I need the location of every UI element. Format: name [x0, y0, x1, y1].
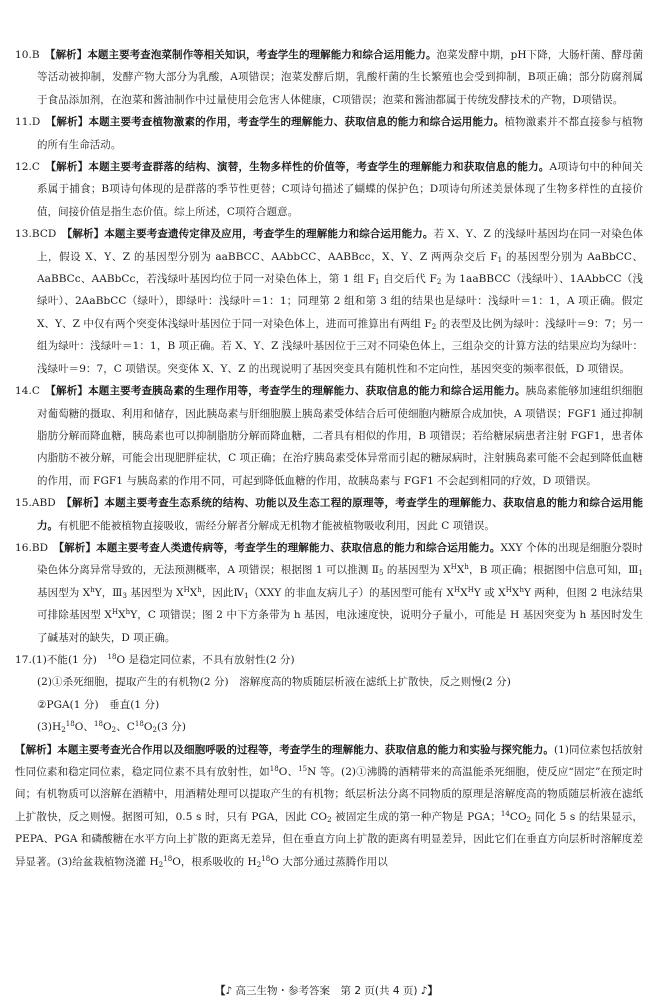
- analysis-paragraph: [15, 739, 643, 873]
- analysis-tag: 【解析】: [45, 116, 89, 129]
- analysis-lead: 本题主要考查胰岛素的生理作用等，考查学生的理解能力、获取信息的能力和综合运用能力。: [88, 385, 526, 398]
- answer-letter: D: [31, 116, 41, 129]
- analysis-body: 有机肥不能被植物直接吸收，需经分解者分解成无机物才能被植物吸收利用，因此 C 项错误。: [58, 519, 495, 532]
- question-number: 16.: [15, 541, 32, 554]
- question-number: 11.: [15, 116, 32, 129]
- answer-line-text: (2)①杀死细胞，提取产生的有机物(2 分) 溶解度高的物质随层析液在滤纸上扩散快，反之则慢(2 分): [37, 676, 511, 689]
- analysis-tag: 【解析】: [15, 743, 58, 756]
- answer-content: [15, 44, 643, 873]
- analysis-body: XXY 个体的出现是细胞分裂时染色体分离异常导致的，无法预测概率，A 项错误；根据图 1 可以推测 $Ⅱ_5$ 的基因型为 $X^HX^h$，B 项正确；根据图中信息可知，$Ⅲ_1$ 基因型为 $X^hY$，$Ⅲ_3$ 基因型为 $X^HX^h$，因此$Ⅳ_1(XXY$ 的非血友病儿子）的基因型可能有 $X^HX^HY$ 或 $X^HX^hY$ 两种，但图 2 电泳结果可排除基因型 $X^HX^hY$，C 项错误；图 2 中下方条带为 h 基因，电泳速度快，说明分子量小，可能是 H 基因突变为 h 基因时发生了碱基对的缺失，D 项正确。: [37, 541, 643, 644]
- answer-letter: C: [31, 385, 40, 398]
- answer-item: [15, 111, 643, 156]
- analysis-tag: 【解析】: [45, 385, 89, 398]
- answer-item: [15, 223, 643, 380]
- analysis-lead: 本题主要考查生态系统的结构、功能以及生态工程的原理等，考查学生的理解能力、获取信息的能力和综合运用能力。: [37, 497, 644, 532]
- answer-item: [15, 156, 643, 223]
- page-footer: [0, 983, 653, 999]
- answer-item: [15, 492, 643, 537]
- music-note-icon: ♪: [225, 985, 233, 997]
- answer-letter: ABD: [31, 497, 56, 510]
- answer-line: [15, 671, 643, 693]
- answer-line-text: ②PGA(1 分) 垂直(1 分): [37, 698, 160, 711]
- analysis-lead: 本题主要考查群落的结构、演替，生物多样性的价值等，考查学生的理解能力和获取信息的能力。: [88, 161, 550, 174]
- music-note-icon: ♪: [420, 985, 428, 997]
- analysis-body: 泡菜发酵中期，pH下降，大肠杆菌、酵母菌等活动被抑制，发酵产物大部分为乳酸，A项错误；泡菜发酵后期，乳酸杆菌的生长繁殖也会受到抑制，B项正确；部分防腐剂属于食品添加剂，在泡菜和酱油制作中过量使用会危害人体健康，C项错误；泡菜和酱油都属于传统发酵技术的产物，D项错误。: [37, 49, 644, 106]
- question-number: 15.: [15, 497, 32, 510]
- analysis-lead: 本题主要考查遗传定律及应用，考查学生的理解能力和综合运用能力。: [104, 228, 434, 241]
- analysis-lead: 本题主要考查泡菜制作等相关知识，考查学生的理解能力和综合运用能力。: [87, 49, 437, 61]
- analysis-lead: 本题主要考查光合作用以及细胞呼吸的过程等，考查学生的理解能力、获取信息的能力和实验与探究能力。: [57, 743, 554, 756]
- answer-letter: C: [31, 161, 40, 174]
- answer-letter: BCD: [31, 228, 57, 241]
- answer-line-text: (1)不能(1 分) $^{18}$O 是稳定同位素，不具有放射性(2 分): [31, 652, 295, 666]
- question-number: 10.: [15, 49, 32, 61]
- analysis-tag: 【解析】: [45, 161, 89, 174]
- question-number: 17.: [15, 653, 32, 666]
- footer-left-bracket: 【: [215, 985, 226, 997]
- answer-letter: BD: [31, 541, 49, 554]
- analysis-tag: 【解析】: [53, 541, 97, 554]
- answer-item: [15, 44, 643, 111]
- answer-letter: B: [31, 49, 40, 61]
- analysis-body: 胰岛素能够加速组织细胞对葡萄糖的摄取、利用和储存，因此胰岛素与肝细胞膜上胰岛素受体结合后可使细胞内糖原合成加快，A 项错误；FGF1 通过抑制脂肪分解而降血糖，胰岛素也可以抑制脂肪分解而降血糖，二者具有相似的作用，B 项错误；若给糖尿病患者注射 FGF1，患者体内脂肪不被分解，可能会出现肥胖症状，C 项正确；在治疗胰岛素受体异常而引起的糖尿病时，注射胰岛素可能不会起到降低血糖的作用，而 FGF1 与胰岛素的作用不同，可起到降低血糖的作用，故胰岛素与 FGF1 不会起到相同的疗效，D 项错误。: [37, 385, 643, 487]
- answer-line: [15, 649, 643, 671]
- question-number: 14.: [15, 385, 32, 398]
- analysis-body: 若 X、Y、Z 的浅绿叶基因均在同一对染色体上，假设 X、Y、Z 的基因型分别为 aaBBCC、AAbbCC、AABBcc，X、Y、Z 两两杂交后 $F_1$ 的基因型分别为 AaBbCC、AaBBCc、AABbCc，若浅绿叶基因均位于同一对染色体上，第 1 组 $F_1$ 自交后代 $F_2$ 为 1aaBBCC（浅绿叶）、1AAbbCC（浅绿叶）、2AaBbCC（绿叶），即绿叶：浅绿叶＝1：1；同理第 2 组和第 3 组的结果也是绿叶：浅绿叶＝1：1，A 项正确。假定 X、Y、Z 中仅有两个突变体浅绿叶基因位于同一对染色体上，进而可推算出有两组 $F_2$ 的表型及比例为绿叶：浅绿叶＝9：7；另一组为绿叶：浅绿叶＝1：1，B 项正确。若 X、Y、Z 浅绿叶基因位于三对不同染色体上，三组杂交的计算方法的结果应均为绿叶：浅绿叶＝9：7，C 项错误。突变体 X、Y、Z 的出现说明了基因突变具有随机性和不定向性，基因突变的频率很低，D 项错误。: [37, 228, 644, 375]
- analysis-body: A项诗句中的种间关系属于捕食；B项诗句体现的是群落的季节性更替；C项诗句描述了蝴蝶的保护色；D项诗句所述美景体现了生物多样性的直接价值，间接价值是指生态价值。综上所述，C项符合题意。: [37, 161, 643, 218]
- question-number: 12.: [15, 161, 32, 174]
- analysis-tag: 【解析】: [61, 497, 105, 510]
- analysis-tag: 【解析】: [61, 228, 105, 241]
- analysis-lead: 本题主要考查人类遗传病等，考查学生的理解能力、获取信息的能力和综合运用能力。: [96, 541, 501, 554]
- analysis-body: (1)同位素包括放射性同位素和稳定同位素，稳定同位素不具有放射性，如$^{18}$O、$^{15}$N 等。(2)①沸腾的酒精带来的高温能杀死细胞，使反应“固定”在预定时间；有机物质可以溶解在酒精中，用酒精处理可以提取产生的有机物；纸层析法分离不同物质的原理是溶解度高的物质随层析液在滤纸上扩散快，反之则慢。据图可知，0.5 s 时，只有 PGA，因此 $CO_2$ 被固定生成的第一种产物是 PGA；$^{14}CO_2$ 同化 5 s 的结果显示，PEPA、PGA 和磷酸糖在水平方向上扩散的距离无差异，但在垂直方向上扩散的距离有明显差异，因此它们在垂直方向层析时溶解度差异显著。(3)给盆栽植物浇灌 $H_2^{18}O$，根系吸收的 $H_2^{18}O$ 大部分通过蒸腾作用以: [15, 743, 644, 869]
- analysis-body: 植物激素并不都直接参与植物的所有生命活动。: [37, 116, 644, 151]
- answer-line-text: $(3)H_2^{18}O$、$^{18}O_2$、$C^{18}O_2(3$ 分): [37, 720, 186, 735]
- analysis-lead: 本题主要考查植物激素的作用，考查学生的理解能力、获取信息的能力和综合运用能力。: [88, 116, 505, 129]
- footer-text: 高三生物・参考答案 第 2 页(共 4 页): [235, 985, 418, 997]
- question-number: 13.: [15, 228, 32, 241]
- answer-item: [15, 537, 643, 649]
- answer-line: [15, 694, 643, 716]
- answer-item: [15, 380, 643, 492]
- footer-right-bracket: 】: [427, 985, 438, 997]
- answer-line: [15, 716, 643, 738]
- analysis-tag: 【解析】: [44, 49, 88, 61]
